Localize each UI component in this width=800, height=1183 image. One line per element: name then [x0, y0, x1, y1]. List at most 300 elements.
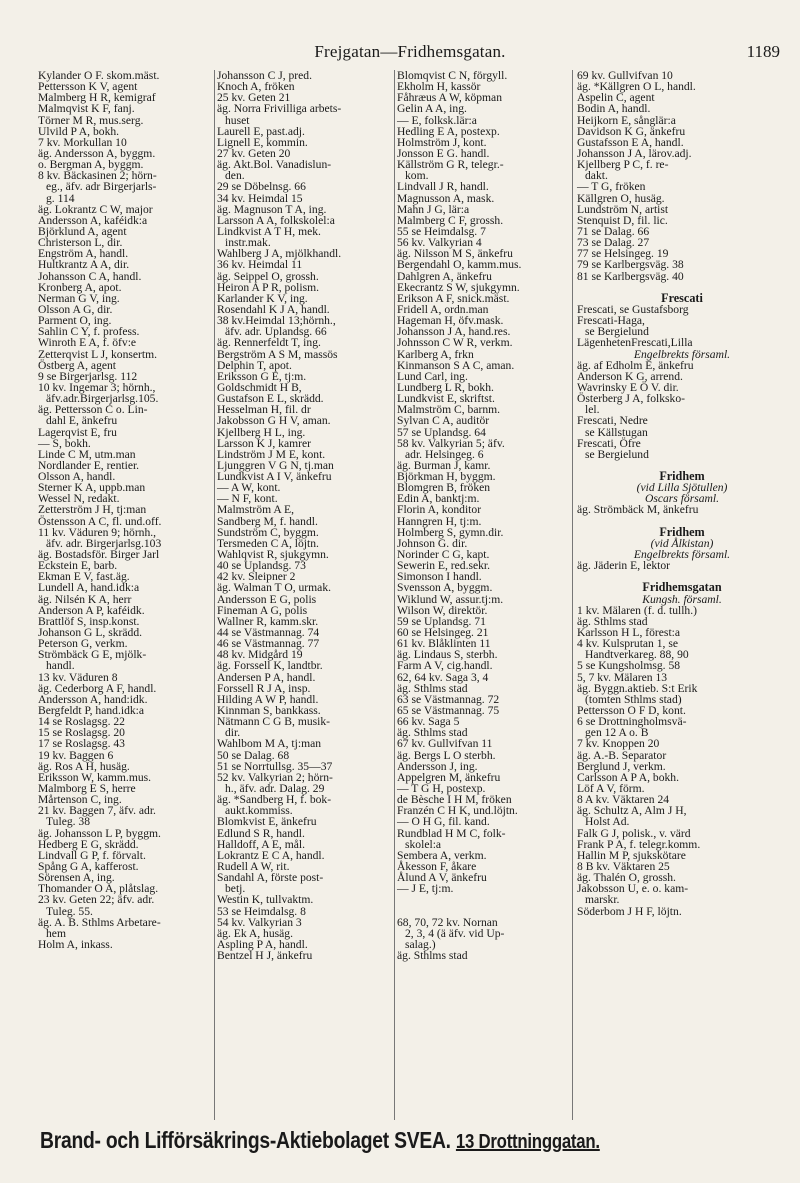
directory-line: Strömbäck G E, mjölk- — [38, 648, 147, 662]
directory-line: Knoch A, fröken — [217, 80, 295, 94]
directory-line: 81 se Karlbergsväg. 40 — [577, 269, 684, 283]
directory-line: Lindkvist A T H, mek. — [217, 224, 321, 238]
directory-line: Engelbrekts församl. — [633, 548, 731, 562]
directory-line: Holmberg S, gymn.dir. — [397, 525, 504, 539]
directory-line: kom. — [405, 169, 429, 183]
directory-line: Frescati, se Gustafsborg — [577, 302, 689, 316]
directory-line: Lokrantz E C A, handl. — [217, 848, 325, 862]
directory-line: Handtverkareg. 88, 90 — [585, 648, 689, 662]
directory-line: Pettersson O F D, kont. — [577, 704, 686, 718]
directory-line: Jonsson E G. handl. — [397, 146, 490, 160]
directory-line: 61 kv. Blåklinten 11 — [397, 637, 491, 651]
directory-line: Söderbom J H F, löjtn. — [577, 904, 682, 918]
directory-line: Lignell E, kommin. — [217, 135, 308, 149]
directory-line: Rundblad H M C, folk- — [397, 826, 506, 840]
directory-line: Malmqvist K F, fanj. — [38, 102, 135, 116]
directory-line: Tuleg. 55. — [46, 904, 93, 918]
directory-line: Edin A, banktj:m. — [397, 492, 480, 506]
directory-line: Carlsson A P A, bokh. — [577, 770, 679, 784]
directory-line: 60 se Helsingeg. 21 — [397, 626, 489, 640]
directory-line: äg. Burman J, kamr. — [397, 458, 491, 472]
directory-line: 8 kv. Bäckasinen 2; hörn- — [38, 169, 157, 183]
directory-line: 5 se Kungsholmsg. 58 — [577, 659, 681, 673]
directory-line: Nerman G V, ing. — [38, 291, 120, 305]
directory-line: Ulvild P A, bokh. — [38, 124, 120, 138]
directory-line: Lundell A, hand.idk:a — [38, 581, 140, 595]
directory-line: äg. Strömbäck M, änkefru — [577, 503, 699, 517]
directory-line: Malmberg H R, kemigraf — [38, 91, 156, 105]
directory-line: Rudell A W, rit. — [217, 859, 290, 873]
directory-line: huset — [225, 113, 250, 127]
directory-line: Farm A V, cig.handl. — [397, 659, 493, 673]
directory-line: Peterson G, verkm. — [38, 637, 128, 651]
directory-line: Wahlberg J A, mjölkhandl. — [217, 247, 342, 261]
directory-line: Wahlbom M A, tj:man — [217, 737, 322, 751]
directory-line: 52 kv. Valkyrian 2; hörn- — [217, 770, 333, 784]
directory-line: Ljunggren V G N, tj.man — [217, 458, 334, 472]
directory-line: Kylander O F. skom.mäst. — [38, 70, 160, 82]
directory-line: Stenquist D, fil. lic. — [577, 213, 668, 227]
directory-line: Davidson K G, änkefru — [577, 124, 686, 138]
directory-line: Fridell A, ordn.man — [397, 302, 489, 316]
directory-line: Thomander O A, plåtslag. — [38, 882, 159, 896]
directory-line: Blomqvist C N, förgyll. — [397, 70, 508, 82]
directory-line: Sandahl A, förste post- — [217, 871, 324, 885]
directory-line: Rosendahl K J A, handl. — [217, 302, 330, 316]
directory-line: Heijkorn E, sånglär:a — [577, 113, 676, 127]
directory-line: Hedling E A, postexp. — [397, 124, 500, 138]
column-1 — [36, 70, 214, 1120]
directory-line: Erikson A F, snick.mäst. — [397, 291, 510, 305]
directory-line: 4 kv. Kulsprutan 1, se — [577, 637, 679, 651]
directory-line: Simonson I handl. — [397, 570, 482, 584]
directory-line: marskr. — [585, 893, 620, 907]
directory-line: 7 kv. Knoppen 20 — [577, 737, 660, 751]
directory-line: Engström A, handl. — [38, 247, 129, 261]
directory-line: Zetterqvist L J, konsertm. — [38, 347, 158, 361]
directory-line: Goldschmidt H B, — [217, 380, 302, 394]
directory-line: Larsson A A, folkskolel:a — [217, 213, 335, 227]
directory-line: 73 se Dalag. 27 — [577, 236, 650, 250]
directory-line: — S, bokh. — [38, 436, 91, 450]
directory-line: äg. Forssell K, landtbr. — [217, 659, 323, 673]
directory-line: Malmborg E S, herre — [38, 782, 136, 795]
directory-line: Sandberg M, f. handl. — [217, 514, 318, 528]
directory-line: Malmberg C F, grossh. — [397, 213, 504, 227]
directory-line: Lund Carl, ing. — [397, 369, 468, 383]
directory-line: Björklund A, agent — [38, 224, 127, 238]
directory-line: 9 se Birgerjarlsg. 112 — [38, 369, 138, 383]
directory-line: Halldoff, A E, mål. — [217, 837, 306, 851]
directory-line: Edlund S R, handl. — [217, 826, 305, 840]
directory-line: äg. Seippel O, grossh. — [217, 269, 319, 283]
directory-line: 42 kv. Sleipner 2 — [217, 570, 296, 584]
directory-line: äg. Nilsson M S, änkefru — [397, 247, 513, 261]
directory-line: äg. Sthlms stad — [397, 949, 468, 963]
directory-line: Bergström A S M, massös — [217, 347, 338, 361]
directory-line: Frank P A, f. telegr.komm. — [577, 837, 701, 851]
directory-line: Frescati, Öfre — [577, 436, 641, 450]
directory-line: äg. A.-B. Separator — [577, 748, 667, 762]
directory-line: Zetterström J H, tj:man — [38, 503, 147, 517]
directory-line: Brattlöf S, insp.konst. — [38, 614, 140, 628]
directory-line: äg. Akt.Bol. Vanadislun- — [217, 158, 332, 172]
directory-line: Kinnman S, bankkass. — [217, 704, 321, 718]
directory-line: Tuleg. 38 — [46, 815, 91, 829]
directory-line: Källgren O, husäg. — [577, 191, 665, 205]
directory-line: h., äfv. adr. Dalag. 29 — [225, 782, 325, 795]
directory-line: Norinder C G, kapt. — [397, 548, 490, 562]
directory-line: Hanngren H, tj:m. — [397, 514, 482, 528]
directory-line: Lundkvist A I V, änkefru — [217, 470, 332, 484]
directory-line: Franzén C H K, und.löjtn. — [397, 804, 518, 818]
directory-line: Jakobsson U, e. o. kam- — [577, 882, 689, 896]
directory-line: Fridhem — [659, 469, 705, 484]
directory-line: o. Bergman A, byggm. — [38, 158, 144, 172]
directory-line: Sylvan C A, auditör — [397, 414, 490, 428]
directory-line: äfv. adr. Uplandsg. 66 — [225, 325, 327, 339]
directory-line: Forssell R J A, insp. — [217, 681, 311, 695]
directory-line: Johnsson C W R, verkm. — [397, 336, 513, 350]
directory-line: Fineman A G, polis — [217, 603, 308, 617]
page-header — [40, 42, 780, 66]
directory-line: dahl E, änkefru — [46, 414, 118, 428]
directory-line: äg. Bostadsför. Birger Jarl — [38, 548, 160, 562]
directory-line: 65 se Västmannag. 75 — [397, 704, 500, 718]
directory-line: skolel:a — [405, 837, 442, 851]
directory-line: instr.mak. — [225, 236, 271, 250]
directory-line: 56 kv. Valkyrian 4 — [397, 236, 482, 250]
directory-line: 53 se Heimdalsg. 8 — [217, 904, 306, 918]
directory-line: äg. Sthlms stad — [577, 614, 648, 628]
directory-line: 8 B kv. Väktaren 25 — [577, 859, 670, 873]
advertisement-footer — [40, 1127, 670, 1157]
directory-line: 48 kv. Midgård 19 — [217, 648, 303, 662]
directory-line: Linde C M, utm.man — [38, 447, 136, 461]
directory-line: 2, 3, 4 (ä äfv. vid Up- — [405, 926, 505, 940]
directory-line: Andersson A, kaféidk:a — [38, 213, 148, 227]
directory-line: Sterner K A, uppb.man — [38, 481, 146, 495]
directory-line: Källström G R, telegr.- — [397, 158, 504, 172]
directory-line: 10 kv. Ingemar 3; hörnh., — [38, 380, 156, 394]
directory-line: Blomgren B, fröken — [397, 481, 491, 495]
directory-line: äg. Schultz A, Alm J H, — [577, 804, 687, 818]
directory-line: äg. Johansson L P, byggm. — [38, 826, 161, 840]
directory-line: Bergfeldt P, hand.idk:a — [38, 704, 145, 718]
directory-line: — T G, fröken — [577, 180, 646, 194]
directory-line: Falk G J, polisk., v. värd — [577, 826, 691, 840]
directory-line: Hallin M P, sjukskötare — [577, 848, 686, 862]
directory-line: Frescati-Haga, — [577, 314, 645, 328]
directory-line: 63 se Västmannag. 72 — [397, 692, 500, 706]
directory-line: Dahlgren A, änkefru — [397, 269, 492, 283]
directory-line: Hesselman H, fil. dr — [217, 403, 311, 417]
directory-line: — J E, tj:m. — [397, 882, 454, 896]
directory-line: 17 se Roslagsg. 43 — [38, 737, 125, 751]
directory-line: Karlsson H L, förest:a — [577, 626, 681, 640]
directory-line: äg. Ek A, husäg. — [217, 926, 293, 940]
directory-line: Sahlin C Y, f. profess. — [38, 325, 140, 339]
directory-line: 6 se Drottningholmsvä- — [577, 715, 687, 729]
directory-line: se Bergielund — [585, 325, 649, 339]
directory-line: Johansson J A, hand.res. — [397, 325, 511, 339]
directory-line: Appelgren M, änkefru — [397, 770, 501, 784]
directory-line: (tomten Sthlms stad) — [585, 692, 682, 706]
directory-line: gen 12 A o. B — [585, 726, 649, 740]
directory-line: 27 kv. Geten 20 — [217, 146, 291, 160]
directory-line: Anderson K G, arrend. — [577, 369, 683, 383]
directory-line: 54 kv. Valkyrian 3 — [217, 915, 302, 929]
directory-line: betj. — [225, 882, 246, 896]
directory-line: äg. Rennerfeldt T, ing. — [217, 336, 321, 350]
directory-line: 15 se Roslagsg. 20 — [38, 726, 125, 740]
directory-line: 36 kv. Heimdal 11 — [217, 258, 303, 272]
directory-line: Ekholm H, kassör — [397, 80, 481, 94]
directory-line: Ålund A V, änkefru — [397, 871, 487, 885]
directory-line: 23 kv. Geten 22; äfv. adr. — [38, 893, 155, 907]
directory-line: Winroth E A, f. öfv:e — [38, 336, 137, 350]
directory-line: äg. Lokrantz C W, major — [38, 202, 153, 216]
directory-line: eg., äfv. adr Birgerjarls- — [46, 180, 157, 194]
directory-line: Östberg A, agent — [38, 358, 117, 372]
directory-line: Blomkvist E, änkefru — [217, 815, 317, 829]
directory-line: Eriksson G E, tj:m. — [217, 369, 307, 383]
directory-line: Gustafson E L, skrädd. — [217, 392, 324, 406]
directory-line: Gustafsson E A, handl. — [577, 135, 684, 149]
directory-line: 55 se Heimdalsg. 7 — [397, 224, 486, 238]
directory-line: Åkesson F, åkare — [397, 859, 477, 873]
directory-line: äg. Ros A H, husäg. — [38, 759, 130, 773]
directory-line: 29 se Döbelnsg. 66 — [217, 180, 306, 194]
directory-line: Frescati, Nedre — [577, 414, 648, 428]
directory-line: 14 se Roslagsg. 22 — [38, 715, 125, 729]
directory-line: Heiron A P R, polism. — [217, 280, 319, 294]
directory-line: Larsson K J, kamrer — [217, 436, 312, 450]
directory-line: 66 kv. Saga 5 — [397, 715, 460, 729]
directory-line: äg. Sthlms stad — [397, 726, 468, 740]
directory-line: Wessel N, redakt. — [38, 492, 120, 506]
directory-line: — A W, kont. — [217, 481, 281, 495]
directory-line: se Bergielund — [585, 447, 649, 461]
directory-line: äg. Pettersson C o. Lin- — [38, 403, 148, 417]
directory-line: Kjellberg H L, ing. — [217, 425, 306, 439]
directory-line: — T G H, postexp. — [397, 782, 486, 795]
directory-line: Fridhemsgatan — [642, 580, 722, 595]
directory-line: 69 kv. Gullvifvan 10 — [577, 70, 673, 82]
directory-line: äg. *Källgren O L, handl. — [577, 80, 696, 94]
directory-line: 51 se Norrtullsg. 35—37 — [217, 759, 333, 773]
directory-line: äg. Magnuson T A, ing. — [217, 202, 327, 216]
directory-line: salag.) — [405, 937, 436, 951]
directory-line: äg. Walman T O, urmak. — [217, 581, 332, 595]
footer-address: 13 Drottninggatan. — [455, 1131, 600, 1153]
column-2 — [214, 70, 394, 1120]
directory-line: (vid Lilla Sjötullen) — [636, 481, 728, 495]
blank-line — [397, 894, 569, 905]
directory-line: 57 se Uplandsg. 64 — [397, 425, 486, 439]
directory-line: Svensson A, byggm. — [397, 581, 493, 595]
directory-line: Sörensen A, ing. — [38, 871, 115, 885]
directory-line: Jakobsson G H V, aman. — [217, 414, 331, 428]
directory-line: Hultkrantz A A, dir. — [38, 258, 130, 272]
directory-line: Lagerqvist E, fru — [38, 425, 117, 439]
directory-line: äg. Bergs L O sterbh. — [397, 748, 496, 762]
directory-line: Lundberg L R, bokh. — [397, 380, 494, 394]
directory-line: Berglund J, verkm. — [577, 759, 666, 773]
directory-line: äfv. adr. Birgerjarlsg.103 — [46, 536, 162, 550]
directory-line: Sewerin E, red.sekr. — [397, 559, 491, 573]
directory-line: Bergendahl O, kamm.mus. — [397, 258, 522, 272]
directory-line: äg. Lindaus S, sterbh. — [397, 648, 498, 662]
directory-line: Kungsh. församl. — [642, 592, 722, 606]
directory-line: Wavrinsky E Ö V. dir. — [577, 380, 679, 394]
directory-line: 8 A kv. Väktaren 24 — [577, 793, 670, 807]
directory-line: Johanson G L, skrädd. — [38, 626, 143, 640]
directory-line: Johansson J A, lärov.adj. — [577, 146, 692, 160]
directory-line: Andersson J, ing. — [397, 759, 478, 773]
directory-line: Westin K, tullvaktm. — [217, 893, 314, 907]
directory-line: 11 kv. Väduren 9; hörnh., — [38, 525, 157, 539]
directory-line: Ekecrantz S W, sjukgymn. — [397, 280, 520, 294]
column-4 — [572, 70, 790, 1120]
directory-line: Bodin A, handl. — [577, 102, 651, 116]
directory-line: Olsson A, handl. — [38, 470, 116, 484]
directory-line: se Källstugan — [585, 425, 648, 439]
directory-line: Holm A, inkass. — [38, 937, 113, 951]
directory-line: Oscars församl. — [644, 492, 720, 506]
directory-line: — O H G, fil. kand. — [397, 815, 490, 829]
directory-line: handl. — [46, 659, 75, 673]
directory-line: 46 se Västmannag. 77 — [217, 637, 320, 651]
directory-line: Hedberg E G, skrädd. — [38, 837, 139, 851]
directory-line: (vid Ålkistan) — [650, 536, 714, 550]
directory-line: dakt. — [585, 169, 608, 183]
directory-line: 19 kv. Baggen 6 — [38, 748, 114, 762]
directory-line: Lindvall J R, handl. — [397, 180, 489, 194]
directory-line: Holst Ad. — [585, 815, 630, 829]
directory-line: äg. A. B. Sthlms Arbetare- — [38, 915, 161, 929]
directory-line: de Bèsche I H M, fröken — [397, 793, 512, 807]
directory-line: Björkman H, byggm. — [397, 470, 496, 484]
directory-line: 21 kv. Baggen 7, äfv. adr. — [38, 804, 156, 818]
directory-line: Frescati — [661, 290, 703, 305]
directory-line: g. 114 — [46, 191, 75, 205]
directory-line: Aspelin C, agent — [577, 91, 655, 105]
directory-line: äg. Byggn.aktieb. S:t Erik — [577, 681, 698, 695]
directory-line: äg. Andersson A, byggm. — [38, 146, 156, 160]
directory-line: Fåhræus A W, köpman — [397, 91, 502, 105]
directory-line: Johansson C A, handl. — [38, 269, 142, 283]
directory-line: den. — [225, 169, 245, 183]
directory-line: Wilson W, direktör. — [397, 603, 488, 617]
directory-line: äg. Thalén O, grossh. — [577, 871, 676, 885]
directory-line: Andersen P A, handl. — [217, 670, 316, 684]
directory-line: Pettersson K V, agent — [38, 80, 138, 94]
directory-line: Lindvall G P, f. förvalt. — [38, 848, 146, 862]
directory-line: aukt.kommiss. — [225, 804, 293, 818]
directory-line: Johnson G. dir. — [397, 536, 468, 550]
directory-line: 5, 7 kv. Mälaren 13 — [577, 670, 668, 684]
directory-line: 68, 70, 72 kv. Nornan — [397, 915, 498, 929]
directory-line: Karlberg A, frkn — [397, 347, 474, 361]
directory-line: Wallner R, kamm.skr. — [217, 614, 319, 628]
directory-line: Anderson A P, kaféidk. — [38, 603, 145, 617]
footer-company: Brand- och Lifförsäkrings-Aktiebolaget SVEA. — [40, 1127, 451, 1153]
directory-line: äg. af Edholm E, änkefru — [577, 358, 694, 372]
directory-line: Laurell E, past.adj. — [217, 124, 305, 138]
directory-line: Parment O, ing. — [38, 314, 112, 328]
directory-line: Löf A V, förm. — [577, 782, 645, 795]
directory-line: 77 se Helsingeg. 19 — [577, 247, 669, 261]
directory-line: Kinmanson S A C, aman. — [397, 358, 515, 372]
directory-line: Gelin A A, ing. — [397, 102, 467, 116]
directory-line: Christerson L, dir. — [38, 236, 123, 250]
directory-line: Mahn J G, lär:a — [397, 202, 470, 216]
directory-line: — N F, kont. — [217, 492, 278, 506]
directory-line: Andersson E G, polis — [217, 592, 317, 606]
directory-line: Lundström N, artist — [577, 202, 669, 216]
directory-line: 71 se Dalag. 66 — [577, 224, 650, 238]
directory-line: Wiklund W, assur.tj:m. — [397, 592, 504, 606]
directory-line: äg. Norra Frivilliga arbets- — [217, 102, 342, 116]
directory-line: Kronberg A, apot. — [38, 280, 122, 294]
directory-line: Karlander K V, ing. — [217, 291, 308, 305]
directory-line: Nordlander E, rentier. — [38, 458, 140, 472]
directory-line: äg. Cederborg A F, handl. — [38, 681, 157, 695]
directory-line: 62, 64 kv. Saga 3, 4 — [397, 670, 489, 684]
column-3 — [394, 70, 572, 1120]
directory-columns — [36, 70, 790, 1120]
directory-line: Malmström A E, — [217, 503, 294, 517]
directory-line: Kjellberg P C, f. re- — [577, 158, 669, 172]
page-number: 1189 — [746, 42, 780, 61]
directory-line: Florin A, konditor — [397, 503, 482, 517]
directory-line: 79 se Karlbergsväg. 38 — [577, 258, 684, 272]
directory-line: Aspling P A, handl. — [217, 937, 308, 951]
directory-line: 1 kv. Mälaren (f. d. tullh.) — [577, 603, 697, 617]
directory-line: äg. *Sandberg H, f. bok- — [217, 793, 332, 807]
directory-line: Mårtenson C, ing. — [38, 793, 122, 807]
directory-line: adr. Helsingeg. 6 — [405, 447, 484, 461]
directory-line: Bentzel H J, änkefru — [217, 949, 313, 963]
directory-line: Lundkvist E, skriftst. — [397, 392, 495, 406]
directory-line: Ekman E V, fast.äg. — [38, 570, 130, 584]
directory-line: Sembera A, verkm. — [397, 848, 487, 862]
directory-line: 58 kv. Valkyrian 5; äfv. — [397, 436, 505, 450]
directory-line: Hilding A W P, handl. — [217, 692, 319, 706]
directory-line: — E, folksk.lär:a — [397, 113, 477, 127]
directory-line: Olsson A G, dir. — [38, 302, 113, 316]
directory-line: Österberg J A, folksko- — [577, 392, 685, 406]
directory-line: Sundström C, byggm. — [217, 525, 319, 539]
directory-line: Eckstein E, barb. — [38, 559, 118, 573]
street-range-title: Frejgatan—Fridhemsgatan. — [314, 42, 506, 61]
directory-line: Eriksson W, kamm.mus. — [38, 770, 152, 784]
directory-line: Wahlqvist R, sjukgymn. — [217, 548, 329, 562]
directory-line: LägenhetenFrescati,Lilla — [577, 336, 693, 350]
directory-line: 34 kv. Heimdal 15 — [217, 191, 303, 205]
directory-line: Östensson A C, fl. und.off. — [38, 514, 162, 528]
directory-line: Lindström J M E, kont. — [217, 447, 326, 461]
directory-line: 67 kv. Gullvifvan 11 — [397, 737, 493, 751]
directory-line: äg. Jäderin E, lektor — [577, 559, 671, 573]
directory-line: Andersson A, hand:idk. — [38, 692, 148, 706]
directory-line: Nätmann C G B, musik- — [217, 715, 331, 729]
directory-line: 40 se Uplandsg. 73 — [217, 559, 306, 573]
directory-line: Malmström C, barnm. — [397, 403, 501, 417]
directory-line: äfv.adr.Birgerjarlsg.105. — [46, 392, 159, 406]
directory-line: dir. — [225, 726, 241, 740]
